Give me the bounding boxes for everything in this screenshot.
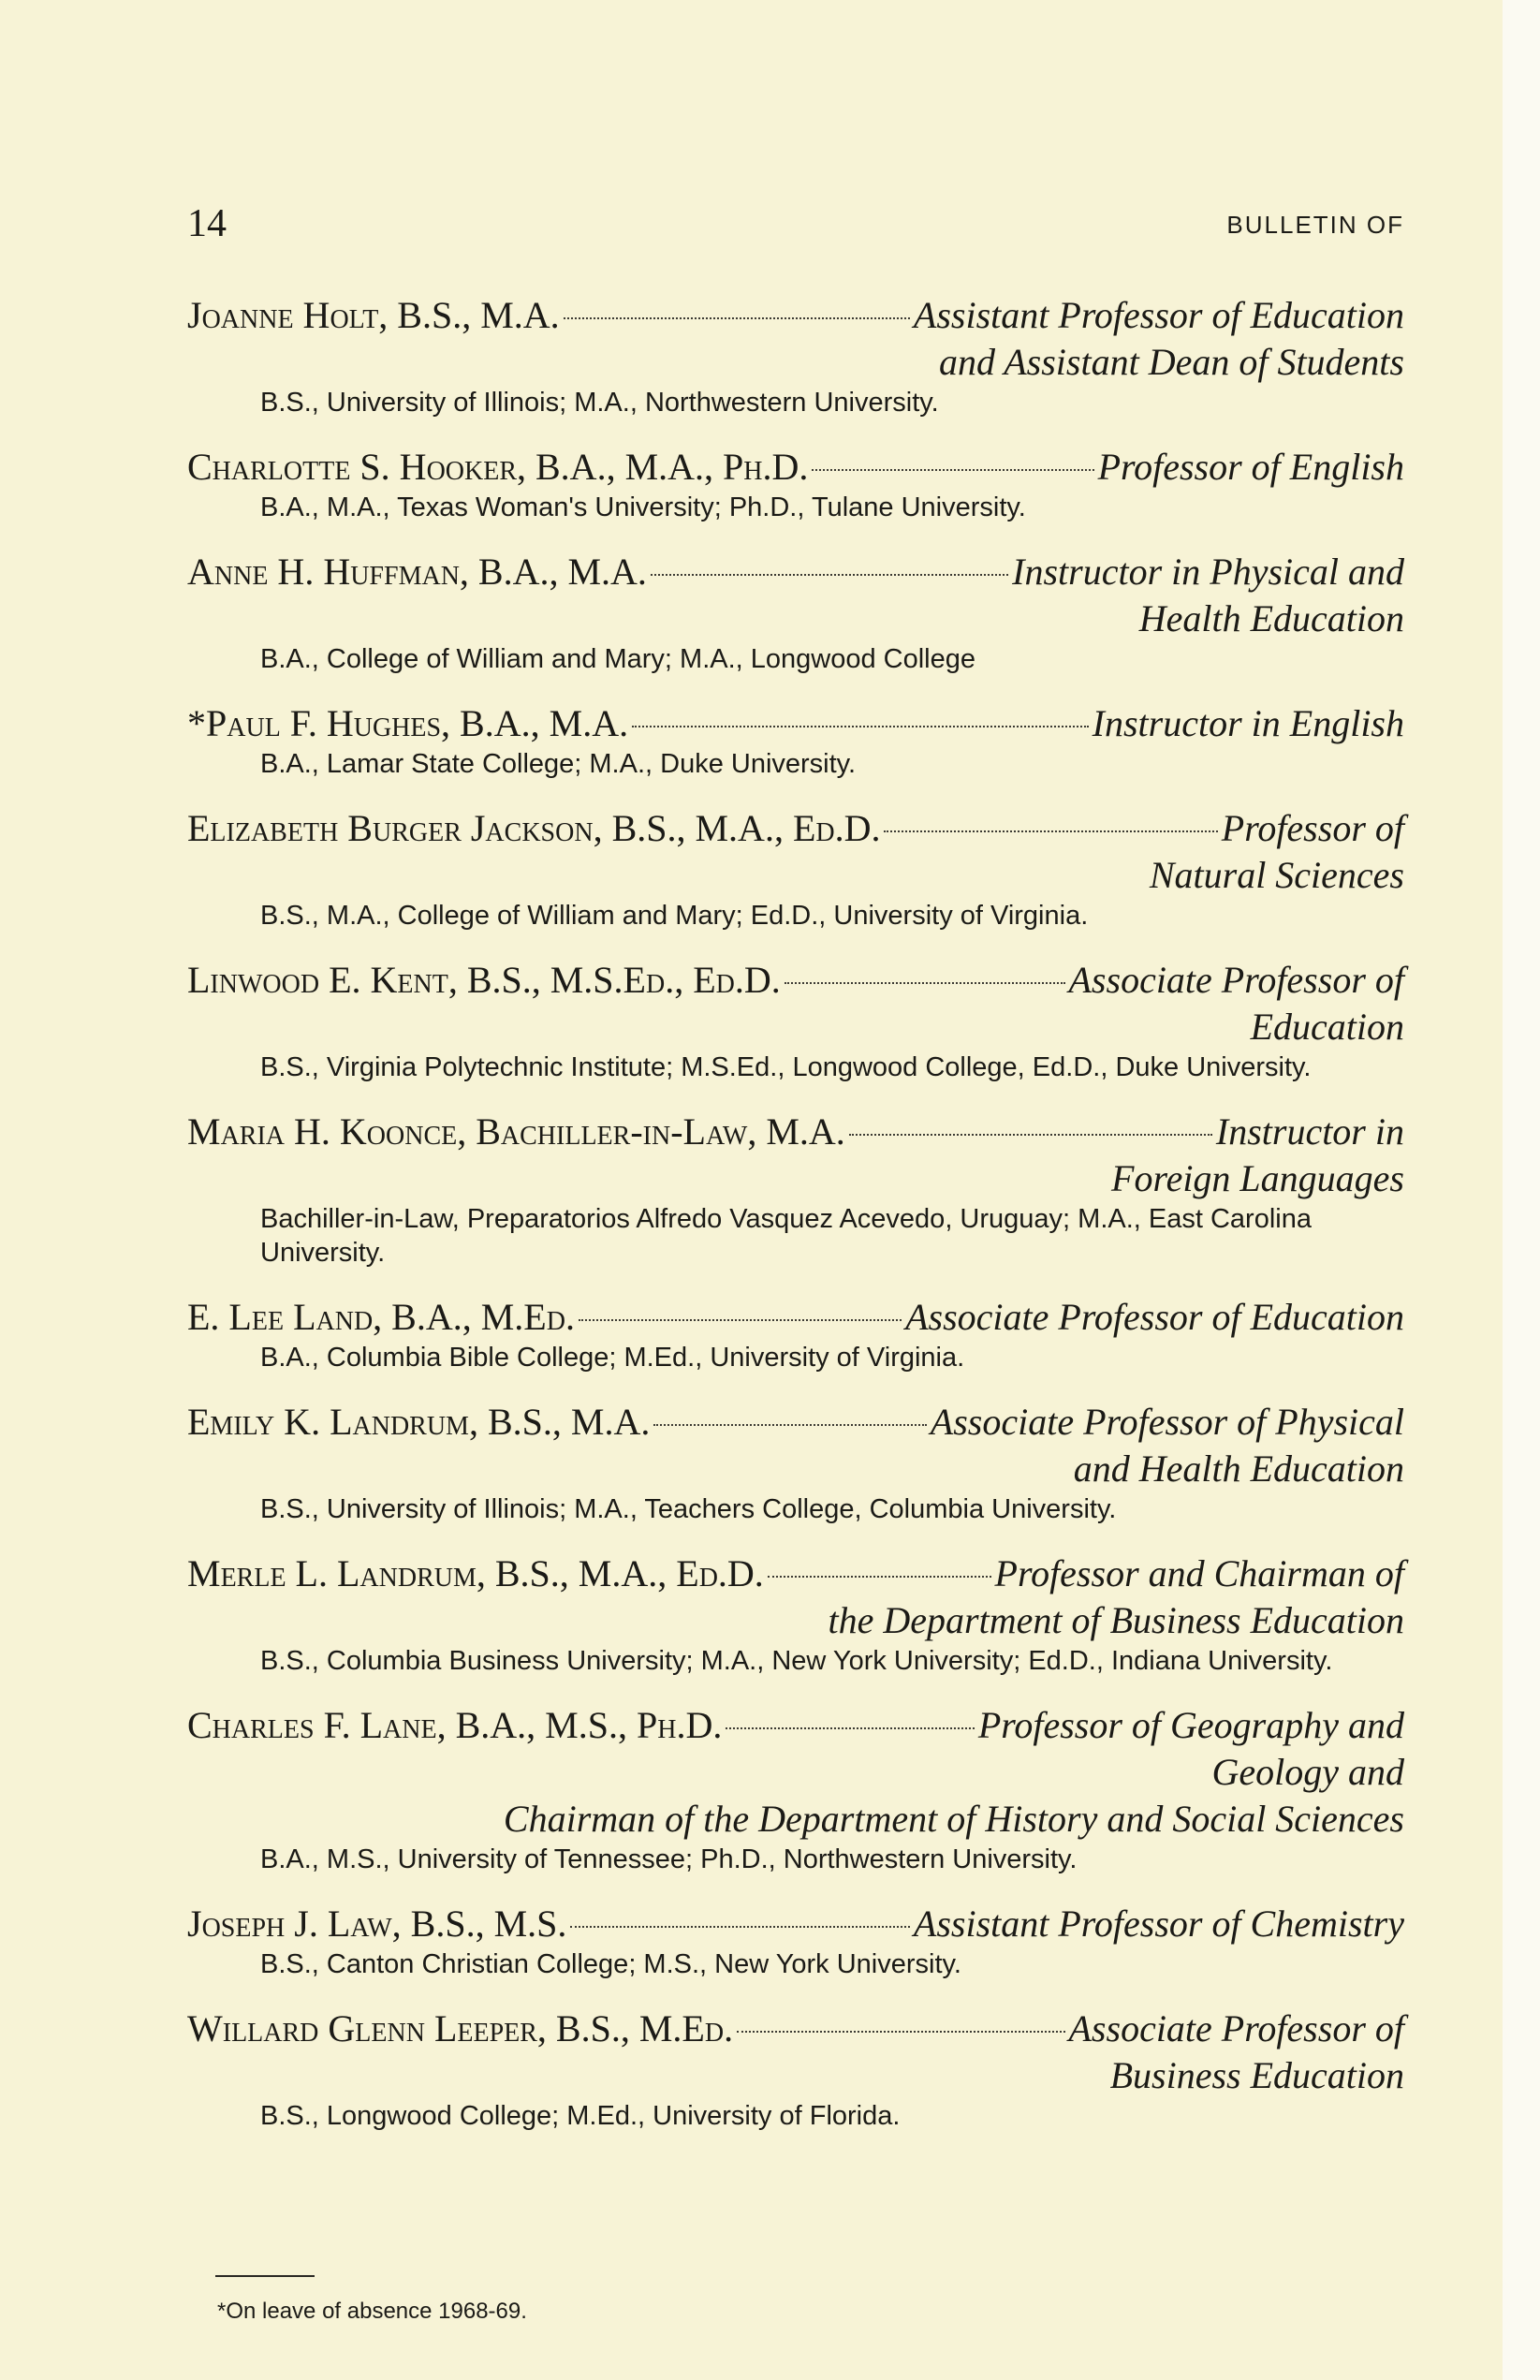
faculty-name: Willard Glenn Leeper, B.S., M.Ed. [187, 2007, 734, 2049]
entry-name-row [187, 1702, 1404, 1749]
faculty-title: Professor of [1221, 807, 1404, 849]
dot-leader [768, 1576, 991, 1578]
faculty-title-continued: Natural Sciences [1149, 854, 1404, 896]
dot-leader [570, 1926, 909, 1928]
faculty-title: Professor of English [1097, 446, 1404, 488]
faculty-title: Instructor in English [1092, 702, 1404, 744]
faculty-name: E. Lee Land, B.A., M.Ed. [187, 1296, 575, 1338]
faculty-entry [187, 1550, 1404, 1678]
entry-name-row [187, 444, 1404, 491]
page-number: 14 [187, 202, 227, 245]
entry-name-row [187, 1901, 1404, 1947]
entry-name-row [187, 700, 1404, 747]
faculty-title: Associate Professor of [1068, 959, 1404, 1001]
faculty-name: Charles F. Lane, B.A., M.S., Ph.D. [187, 1704, 723, 1746]
faculty-list [187, 292, 1404, 2157]
faculty-title-continued: and Health Education [1073, 1447, 1404, 1490]
faculty-name: Anne H. Huffman, B.A., M.A. [187, 551, 647, 593]
faculty-title: Assistant Professor of Chemistry [913, 1903, 1404, 1945]
dot-leader [632, 726, 1089, 727]
faculty-name: Joseph J. Law, B.S., M.S. [187, 1903, 567, 1945]
faculty-degrees: B.S., M.A., College of William and Mary; Ed.D., University of Virginia. [260, 901, 1089, 931]
faculty-title-continued: Geology and [1211, 1751, 1404, 1793]
faculty-title-continued-2: Chairman of the Department of History and Social Sciences [503, 1798, 1404, 1840]
dot-leader [849, 1134, 1212, 1136]
faculty-title: Instructor in Physical and [1012, 551, 1404, 593]
entry-name-row [187, 1109, 1404, 1155]
entry-name-row [187, 549, 1404, 595]
faculty-degrees: B.A., M.A., Texas Woman's University; Ph.D., Tulane University. [260, 492, 1026, 522]
running-head: BULLETIN OF [1226, 211, 1404, 239]
faculty-name: Linwood E. Kent, B.S., M.S.Ed., Ed.D. [187, 959, 781, 1001]
faculty-title: Associate Professor of [1068, 2007, 1404, 2049]
faculty-name: Elizabeth Burger Jackson, B.S., M.A., Ed.D. [187, 807, 881, 849]
entry-name-row [187, 1399, 1404, 1446]
faculty-entry [187, 2005, 1404, 2133]
faculty-degrees: B.S., Columbia Business University; M.A., New York University; Ed.D., Indiana University. [260, 1646, 1333, 1676]
faculty-title: Professor and Chairman of [994, 1552, 1404, 1594]
faculty-entry [187, 1294, 1404, 1374]
faculty-entry [187, 549, 1404, 676]
faculty-name: Merle L. Landrum, B.S., M.A., Ed.D. [187, 1552, 764, 1594]
faculty-degrees: B.S., Virginia Polytechnic Institute; M.S.Ed., Longwood College, Ed.D., Duke University. [260, 1052, 1312, 1082]
faculty-title: Associate Professor of Physical [930, 1401, 1404, 1443]
faculty-title: Assistant Professor of Education [913, 294, 1404, 336]
dot-leader [884, 830, 1217, 832]
faculty-degrees: B.A., Columbia Bible College; M.Ed., University of Virginia. [260, 1343, 965, 1373]
faculty-name: *Paul F. Hughes, B.A., M.A. [187, 702, 629, 744]
entry-name-row [187, 1550, 1404, 1597]
faculty-title-continued: Business Education [1109, 2054, 1404, 2096]
faculty-name: Joanne Holt, B.S., M.A. [187, 294, 560, 336]
faculty-title-continued: Foreign Languages [1111, 1157, 1404, 1199]
faculty-degrees: B.S., Canton Christian College; M.S., New York University. [260, 1949, 961, 1979]
faculty-entry [187, 700, 1404, 781]
footnote: *On leave of absence 1968-69. [217, 2299, 527, 2324]
faculty-degrees: B.S., University of Illinois; M.A., Teachers College, Columbia University. [260, 1494, 1117, 1524]
faculty-degrees: B.A., Lamar State College; M.A., Duke University. [260, 749, 857, 779]
scan-edge [1503, 0, 1540, 2380]
entry-name-row [187, 292, 1404, 339]
faculty-entry [187, 444, 1404, 524]
faculty-title: Instructor in [1215, 1110, 1404, 1153]
faculty-title: Professor of Geography and [977, 1704, 1404, 1746]
faculty-degrees: B.A., College of William and Mary; M.A., Longwood College [260, 644, 976, 674]
entry-name-row [187, 957, 1404, 1004]
faculty-title-continued: Education [1250, 1006, 1404, 1048]
faculty-degrees: B.A., M.S., University of Tennessee; Ph.D., Northwestern University. [260, 1844, 1078, 1874]
faculty-title-continued: Health Education [1138, 597, 1404, 639]
faculty-entry [187, 805, 1404, 933]
dot-leader [737, 2031, 1064, 2033]
faculty-entry [187, 1399, 1404, 1526]
dot-leader [785, 982, 1065, 984]
dot-leader [653, 1424, 926, 1426]
faculty-title-continued: the Department of Business Education [828, 1599, 1404, 1641]
faculty-degrees: B.S., University of Illinois; M.A., Northwestern University. [260, 388, 939, 418]
dot-leader [579, 1319, 902, 1321]
faculty-entry [187, 1702, 1404, 1876]
page-header [187, 201, 1404, 248]
faculty-degrees: B.S., Longwood College; M.Ed., University of Florida. [260, 2101, 901, 2131]
faculty-entry [187, 1109, 1404, 1270]
dot-leader [564, 317, 910, 319]
entry-name-row [187, 1294, 1404, 1341]
faculty-degrees: Bachiller-in-Law, Preparatorios Alfredo Vasquez Acevedo, Uruguay; M.A., East Carolina University. [260, 1204, 1312, 1268]
entry-name-row [187, 805, 1404, 852]
faculty-name: Maria H. Koonce, Bachiller-in-Law, M.A. [187, 1110, 845, 1153]
faculty-title-continued: and Assistant Dean of Students [938, 341, 1404, 383]
faculty-name: Emily K. Landrum, B.S., M.A. [187, 1401, 651, 1443]
dot-leader [651, 574, 1008, 576]
entry-name-row [187, 2005, 1404, 2052]
dot-leader [812, 469, 1093, 471]
faculty-name: Charlotte S. Hooker, B.A., M.A., Ph.D. [187, 446, 809, 488]
faculty-entry [187, 1901, 1404, 1981]
faculty-entry [187, 292, 1404, 419]
faculty-entry [187, 957, 1404, 1084]
faculty-title: Associate Professor of Education [905, 1296, 1404, 1338]
dot-leader [726, 1727, 975, 1729]
footnote-rule [215, 2275, 315, 2277]
